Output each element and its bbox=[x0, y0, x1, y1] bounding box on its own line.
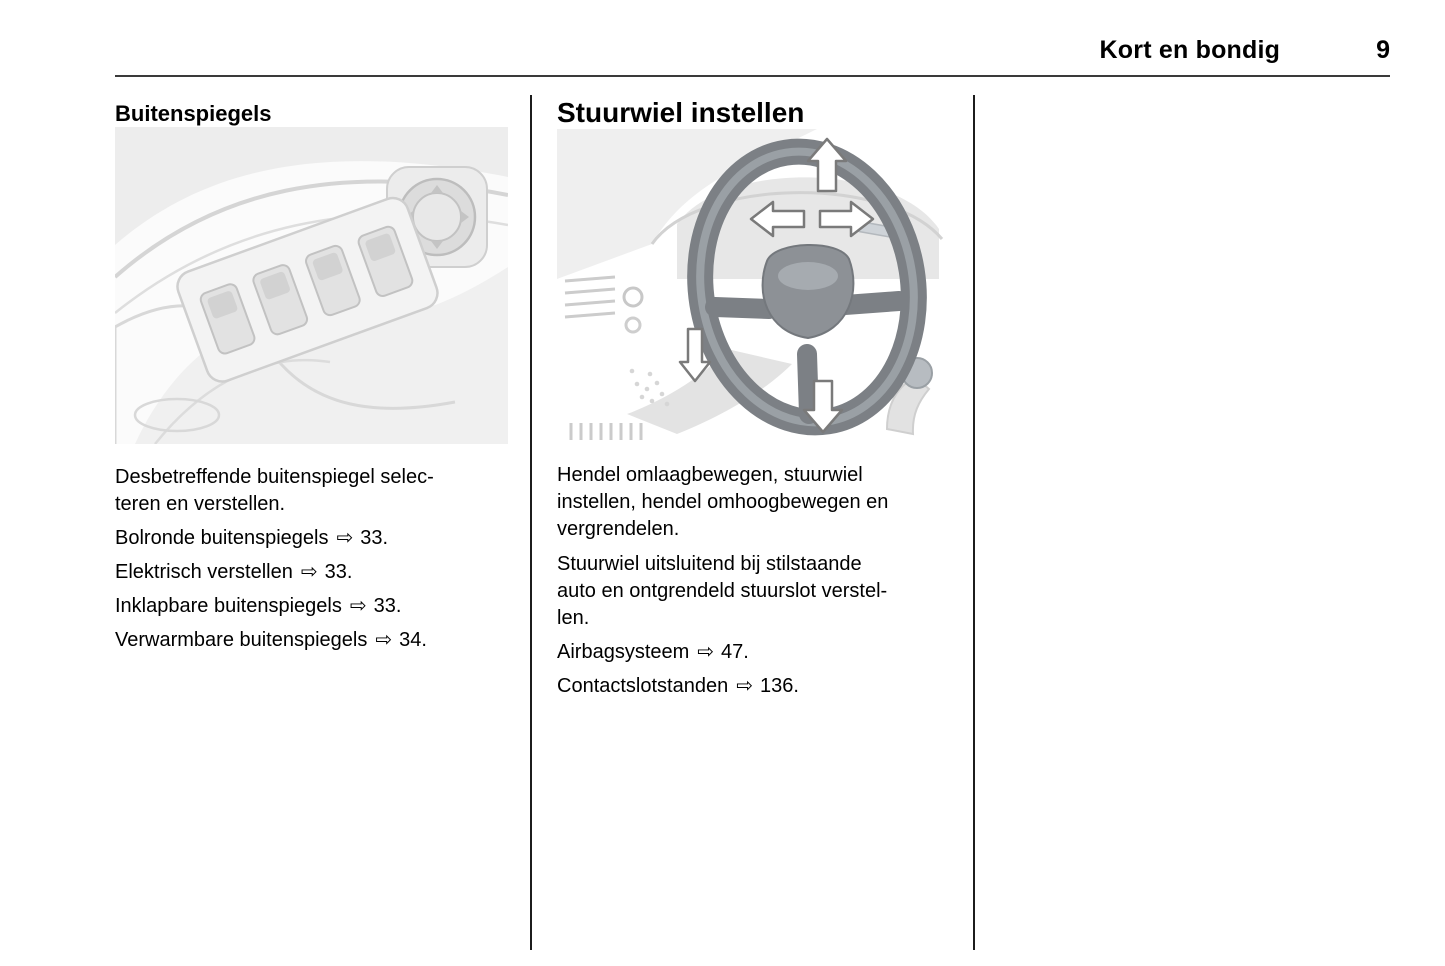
steering-wheel-image bbox=[557, 129, 950, 442]
paragraph-line: Stuurwiel uitsluitend bij stilstaande bbox=[557, 553, 862, 575]
reference-line bbox=[115, 627, 515, 654]
reference-page: 33. bbox=[373, 595, 402, 617]
chapter-title: Kort en bondig bbox=[1099, 36, 1281, 64]
reference-page: 33. bbox=[324, 561, 353, 583]
paragraph-line: instellen, hendel omhoogbewegen en bbox=[557, 491, 889, 513]
paragraph-line: Desbetreffende buitenspiegel selec- bbox=[115, 466, 434, 488]
column-stuurwiel bbox=[557, 95, 957, 700]
reference-page: 33. bbox=[360, 527, 389, 549]
reference-line bbox=[115, 559, 515, 586]
section-heading-stuurwiel: Stuurwiel instellen bbox=[557, 97, 805, 128]
reference-page: 136. bbox=[760, 675, 799, 697]
page-reference-arrow-icon: ⇨ bbox=[336, 527, 354, 549]
paragraph-line: Hendel omlaagbewegen, stuurwiel bbox=[557, 464, 863, 486]
reference-line bbox=[115, 593, 515, 620]
paragraph-line: auto en ontgrendeld stuurslot verstel- bbox=[557, 580, 888, 602]
paragraph-line: len. bbox=[557, 607, 590, 629]
steering-paragraph-2 bbox=[557, 551, 957, 632]
column-divider-left bbox=[530, 95, 532, 950]
paragraph-line: teren en verstellen. bbox=[115, 493, 286, 515]
page-number: 9 bbox=[1376, 36, 1390, 64]
steering-paragraph-1 bbox=[557, 462, 957, 543]
reference-label: Verwarmbare buitenspiegels bbox=[115, 629, 368, 651]
reference-page: 34. bbox=[399, 629, 427, 651]
page-reference-arrow-icon: ⇨ bbox=[375, 629, 393, 651]
column-divider-right bbox=[973, 95, 975, 950]
reference-line bbox=[115, 525, 515, 552]
reference-page: 47. bbox=[721, 641, 749, 663]
reference-label: Elektrisch verstellen bbox=[115, 561, 293, 583]
reference-label: Contactslotstanden bbox=[557, 675, 729, 697]
reference-line bbox=[557, 639, 957, 666]
page-reference-arrow-icon: ⇨ bbox=[736, 675, 753, 697]
page-header bbox=[115, 36, 1390, 77]
mirror-paragraph bbox=[115, 464, 515, 518]
reference-label: Airbagsysteem bbox=[557, 641, 690, 663]
door-mirror-controls-image bbox=[115, 127, 508, 444]
section-heading-buitenspiegels: Buitenspiegels bbox=[115, 101, 272, 126]
page-reference-arrow-icon: ⇨ bbox=[349, 595, 367, 617]
reference-line bbox=[557, 673, 957, 700]
page-reference-arrow-icon: ⇨ bbox=[697, 641, 715, 663]
reference-label: Bolronde buitenspiegels bbox=[115, 527, 329, 549]
paragraph-line: vergrendelen. bbox=[557, 518, 680, 540]
reference-label: Inklapbare buitenspiegels bbox=[115, 595, 342, 617]
page-reference-arrow-icon: ⇨ bbox=[300, 561, 318, 583]
column-buitenspiegels bbox=[115, 95, 515, 654]
